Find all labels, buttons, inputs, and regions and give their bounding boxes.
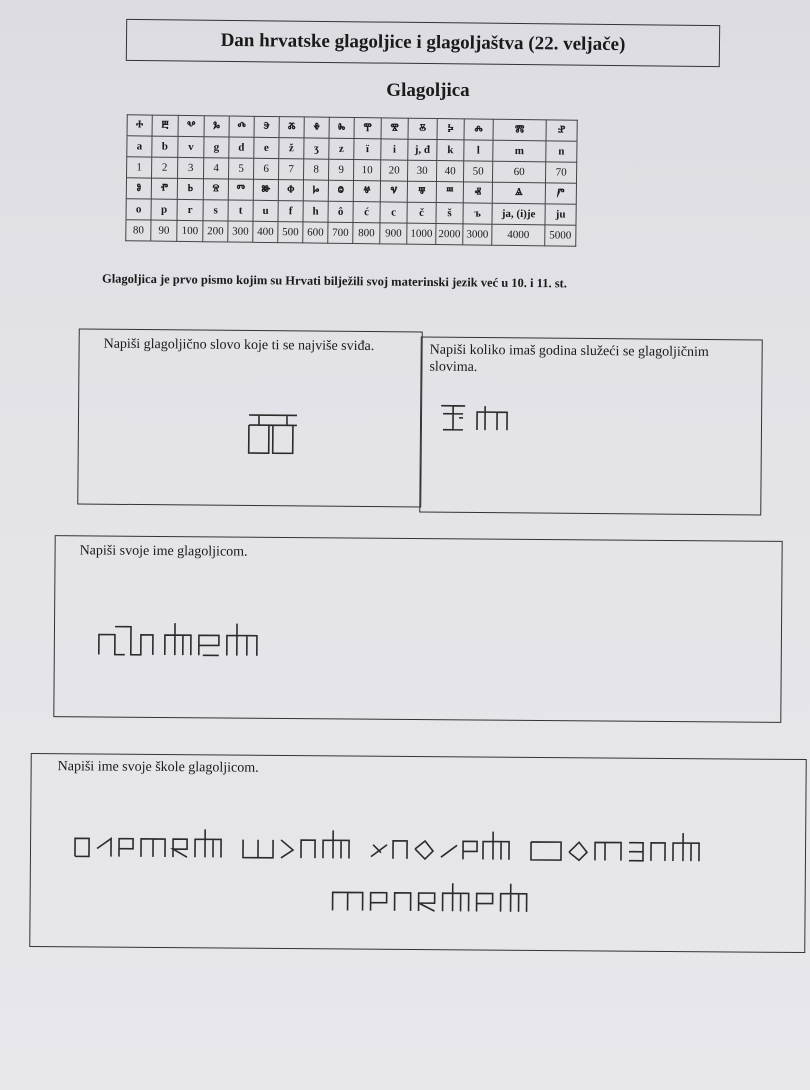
glyph-cell: ⰻ: [408, 118, 437, 139]
favorite-letter-answer-box: [77, 329, 423, 508]
glyph-cell: ⰿ: [493, 119, 546, 141]
numeric-value-cell: 70: [545, 162, 576, 183]
glyph-cell: ⱃ: [177, 178, 203, 199]
glyph-cell: ⱆ: [253, 179, 278, 200]
glyph-cell: ⰴ: [229, 116, 254, 137]
glyph-cell: ⰲ: [178, 115, 204, 136]
glagolitic-alphabet-table: [125, 114, 578, 247]
glagolitic-fact-statement: Glagoljica je prvo pismo kojim su Hrvati bilježili svoj materinski jezik već u 10. i 11. st.: [101, 271, 567, 291]
glyph-cell: ⰽ: [437, 119, 464, 140]
age-prompt: Napiši koliko imaš godina služeći se glagoljičnim slovima.: [429, 342, 709, 376]
numeric-value-cell: 2000: [436, 224, 463, 245]
numeric-value-cell: 3: [178, 157, 204, 178]
numeric-value-cell: 1000: [407, 223, 436, 244]
latin-letter-cell: ž: [279, 138, 304, 159]
latin-letter-cell: r: [177, 199, 203, 220]
school-answer-box: [29, 753, 806, 953]
glyph-cell: ⱌ: [380, 181, 407, 202]
glyph-cell: ⰸ: [329, 117, 354, 138]
numeric-value-cell: 4000: [492, 224, 545, 246]
latin-letter-cell: k: [437, 140, 464, 161]
latin-letter-cell: h: [303, 201, 328, 222]
numeric-value-cell: 300: [228, 221, 253, 242]
glyph-cell: ⱈ: [303, 180, 328, 201]
latin-letter-cell: f: [278, 201, 303, 222]
latin-letter-cell: š: [436, 203, 463, 224]
numeric-value-cell: 7: [279, 159, 304, 180]
latin-letter-cell: z: [329, 138, 354, 159]
latin-letter-cell: e: [254, 137, 279, 158]
glyph-cell: ⱅ: [228, 179, 253, 200]
numeric-value-cell: 3000: [463, 224, 492, 245]
glyph-cell: ⱏ: [463, 182, 492, 203]
handwritten-school-name: [70, 824, 761, 929]
numeric-value-cell: 800: [353, 223, 380, 244]
latin-letter-cell: ô: [328, 201, 353, 222]
numeric-value-cell: 400: [253, 221, 278, 242]
latin-letter-cell: v: [178, 136, 204, 157]
alphabet-row-num: [126, 220, 576, 246]
latin-letter-cell: p: [151, 199, 177, 220]
latin-letter-cell: l: [464, 140, 493, 161]
latin-letter-cell: d: [229, 137, 254, 158]
numeric-value-cell: 80: [126, 220, 151, 241]
alphabet-heading: Glagoljica: [386, 80, 470, 101]
numeric-value-cell: 900: [380, 223, 407, 244]
handwritten-name: [95, 616, 275, 661]
latin-letter-cell: m: [493, 140, 546, 162]
handwritten-favorite-letter: [245, 407, 305, 458]
numeric-value-cell: 30: [407, 160, 436, 181]
latin-letter-cell: c: [380, 202, 407, 223]
numeric-value-cell: 60: [492, 161, 545, 183]
numeric-value-cell: 200: [203, 221, 228, 242]
numeric-value-cell: 4: [204, 158, 229, 179]
worksheet-title-box: [126, 19, 720, 67]
glyph-cell: ⱋ: [407, 181, 436, 202]
glyph-cell: ⱓ: [545, 183, 576, 204]
glyph-cell: ⱀ: [546, 120, 577, 141]
latin-letter-cell: b: [152, 136, 178, 157]
school-prompt: Napiši ime svoje škole glagoljicom.: [57, 759, 259, 776]
glyph-cell: ⰱ: [152, 115, 178, 136]
latin-letter-cell: n: [546, 141, 577, 162]
glyph-cell: ⱍ: [353, 181, 380, 202]
numeric-value-cell: 20: [380, 160, 407, 181]
latin-letter-cell: o: [126, 199, 151, 220]
glyph-cell: ⰺ: [381, 118, 408, 139]
handwritten-age: [437, 402, 517, 443]
numeric-value-cell: 600: [303, 222, 328, 243]
latin-letter-cell: ʒ: [304, 138, 329, 159]
numeric-value-cell: 700: [328, 222, 353, 243]
latin-letter-cell: i: [381, 139, 408, 160]
latin-letter-cell: ï: [354, 139, 381, 160]
glyph-cell: ⱂ: [151, 178, 177, 199]
numeric-value-cell: 50: [463, 161, 492, 182]
latin-letter-cell: ć: [353, 202, 380, 223]
numeric-value-cell: 90: [151, 220, 177, 241]
numeric-value-cell: 5000: [545, 225, 576, 246]
worksheet-title: Dan hrvatske glagoljice i glagoljaštva (22. veljače): [220, 29, 626, 56]
latin-letter-cell: ju: [545, 204, 576, 225]
numeric-value-cell: 500: [278, 222, 303, 243]
numeric-value-cell: 9: [329, 159, 354, 180]
numeric-value-cell: 100: [177, 220, 203, 241]
glyph-cell: ⰰ: [127, 115, 152, 136]
numeric-value-cell: 2: [152, 157, 178, 178]
latin-letter-cell: ъ: [463, 203, 492, 224]
numeric-value-cell: 1: [127, 157, 152, 178]
glyph-cell: ⱁ: [126, 178, 151, 199]
latin-letter-cell: č: [407, 202, 436, 223]
latin-letter-cell: g: [204, 137, 229, 158]
glyph-cell: ⱑ: [492, 182, 545, 204]
glyph-cell: ⰷ: [304, 117, 329, 138]
numeric-value-cell: 40: [436, 161, 463, 182]
latin-letter-cell: j, đ: [408, 139, 437, 160]
name-prompt: Napiši svoje ime glagoljicom.: [79, 543, 248, 560]
glyph-cell: ⱉ: [328, 180, 353, 201]
latin-letter-cell: s: [203, 200, 228, 221]
favorite-letter-prompt: Napiši glagoljično slovo koje ti se najviše sviđa.: [103, 336, 375, 355]
glyph-cell: ⰳ: [204, 116, 229, 137]
name-answer-box: [53, 535, 782, 723]
glyph-cell: ⰶ: [279, 117, 304, 138]
age-answer-box: [419, 337, 763, 516]
numeric-value-cell: 10: [353, 160, 380, 181]
glyph-cell: ⱄ: [203, 179, 228, 200]
numeric-value-cell: 6: [254, 158, 279, 179]
glyph-cell: ⱇ: [278, 180, 303, 201]
latin-letter-cell: ja, (i)je: [492, 203, 545, 225]
glyph-cell: ⰹ: [354, 118, 381, 139]
latin-letter-cell: a: [127, 136, 152, 157]
glyph-cell: ⱎ: [436, 182, 463, 203]
latin-letter-cell: u: [253, 200, 278, 221]
glyph-cell: ⰵ: [254, 116, 279, 137]
latin-letter-cell: t: [228, 200, 253, 221]
numeric-value-cell: 8: [304, 159, 329, 180]
glyph-cell: ⰾ: [464, 119, 493, 140]
numeric-value-cell: 5: [229, 158, 254, 179]
